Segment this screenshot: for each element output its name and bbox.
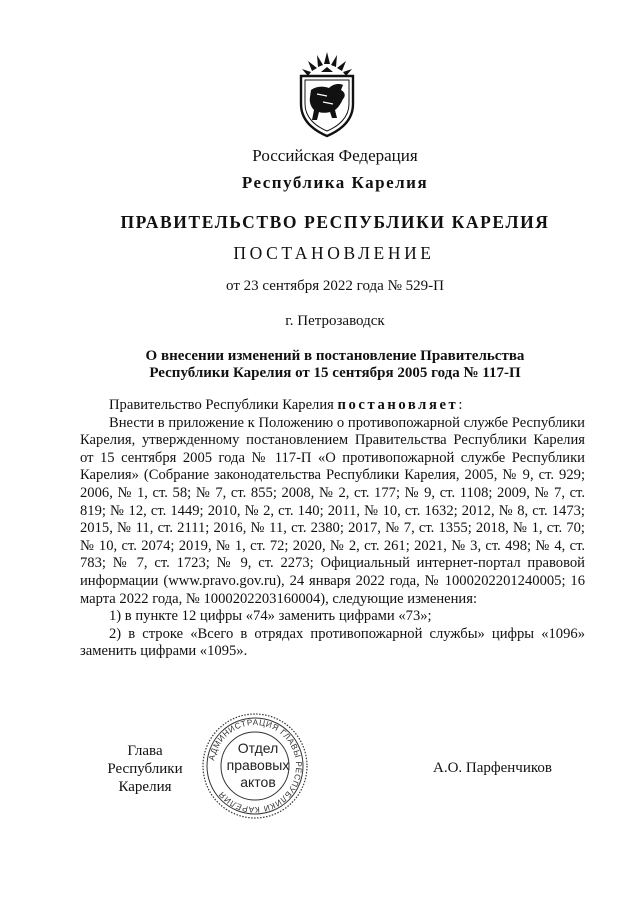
subject-line-1: О внесении изменений в постановление Правительства [145, 348, 525, 364]
signatory-title-line-1: Глава [127, 743, 163, 759]
intro-paragraph [80, 397, 585, 415]
republic-name: Республика Карелия [241, 173, 429, 192]
signatory-title-line-2: Республики Карелия [107, 761, 183, 795]
stamp-ring-text: АДМИНИСТРАЦИЯ ГЛАВЫ РЕСПУБЛИКИ КАРЕЛИЯ [207, 717, 304, 815]
change-item-2: 2) в строке «Всего в отрядах противопожарной службы» цифры «1096» заменить цифрами «1095». [80, 625, 585, 660]
main-paragraph: Внести в приложение к Положению о противопожарной службе Республики Карелия, утвержденному постановлением Правительства Республики Карелия от 15 сентября 2005 года № 117-П «О противопожарной службе Республики Карелия» (Собрание законодательства Республики Карелия, 2005, № 9, ст. 929; 2006, № 1, ст. 58; № 7, ст. 855; 2008, № 2, ст. 177; № 9, ст. 1108; 2009, № 7, ст. 819; № 12, ст. 1449; 2010, № 2, ст. 140; 2011, № 10, ст. 1632; 2012, № 8, ст. 1473; 2015, № 11, ст. 2111; 2016, № 11, ст. 2380; 2017, № 7, ст. 1355; 2018, № 1, ст. 70; № 10, ст. 2074; 2019, № 1, ст. 72; 2020, № 2, ст. 261; 2021, № 3, ст. 498; № 4, ст. 783; № 7, ст. 1723; № 9, ст. 2273; Официальный интернет-портал правовой информации (www.pravo.gov.ru), 24 января 2022 года, № 1000202201240005; 16 марта 2022 года, № 1000202203160004), следующие изменения: [80, 414, 585, 607]
intro-end: : [458, 397, 463, 413]
country-name: Российская Федерация [252, 146, 418, 165]
signatory-title [80, 742, 210, 796]
stamp-graphic [200, 711, 310, 821]
stamp-line-2: правовых [226, 757, 290, 773]
document-type: ПОСТАНОВЛЕНИЕ [233, 243, 435, 263]
intro-spaced-word: постановляет [337, 397, 459, 413]
government-title: ПРАВИТЕЛЬСТВО РЕСПУБЛИКИ КАРЕЛИЯ [120, 212, 550, 232]
document-date-number: от 23 сентября 2022 года № 529-П [226, 278, 444, 294]
document-city: г. Петрозаводск [285, 313, 385, 329]
emblem-rays [302, 52, 352, 76]
karelia-coat-of-arms-icon [297, 50, 357, 138]
official-stamp-icon [200, 711, 310, 821]
signatory-name: А.О. Парфенчиков [433, 760, 552, 776]
document-body [80, 397, 585, 661]
intro-text: Правительство Республики Карелия [109, 397, 338, 413]
subject-line-2: Республики Карелия от 15 сентября 2005 года № 117-П [149, 365, 521, 381]
stamp-line-3: актов [240, 774, 276, 790]
change-item-1: 1) в пункте 12 цифры «74» заменить цифрами «73»; [109, 608, 432, 625]
stamp-line-1: Отдел [237, 740, 279, 756]
coat-of-arms-graphic [297, 50, 357, 138]
